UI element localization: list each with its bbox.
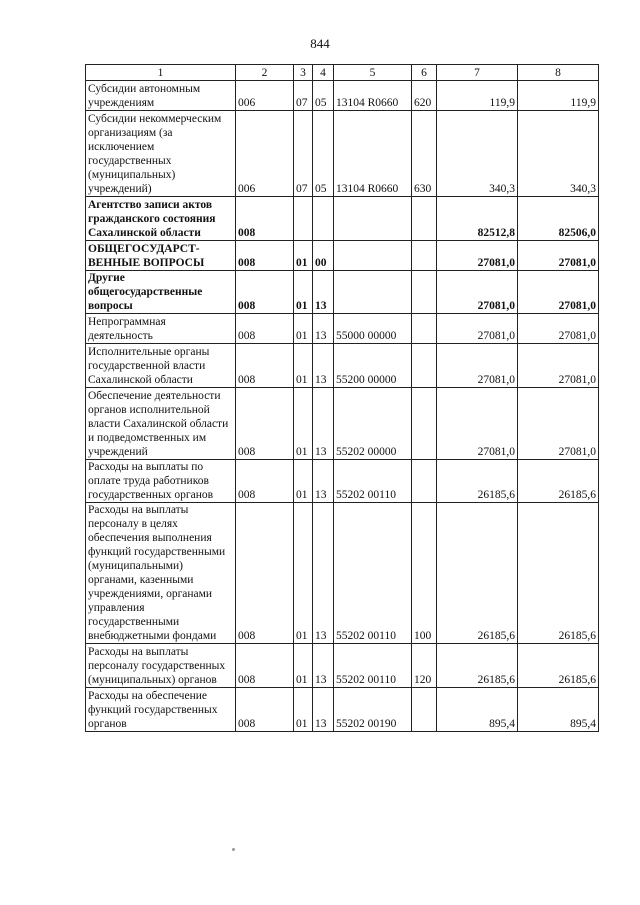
row-ministry-code: 006 — [236, 111, 294, 197]
table-row — [86, 271, 599, 314]
row-name: Непрограммная деятельность — [86, 314, 236, 344]
row-ministry-code: 008 — [236, 197, 294, 241]
row-amount-1: 27081,0 — [437, 388, 518, 460]
row-amount-2: 27081,0 — [518, 344, 599, 388]
row-section-code: 01 — [294, 344, 313, 388]
row-section-code: 07 — [294, 111, 313, 197]
row-amount-2: 27081,0 — [518, 241, 599, 271]
table-row — [86, 344, 599, 388]
column-header: 8 — [518, 65, 599, 81]
row-amount-2: 26185,6 — [518, 503, 599, 644]
row-subsection-code — [313, 197, 334, 241]
table-row — [86, 388, 599, 460]
row-section-code: 01 — [294, 503, 313, 644]
row-name: Обеспечение деятельности органов исполнительной власти Сахалинской области и подведомственных им учреждений — [86, 388, 236, 460]
row-subsection-code: 05 — [313, 111, 334, 197]
row-ministry-code: 008 — [236, 314, 294, 344]
row-section-code — [294, 197, 313, 241]
row-subsection-code: 13 — [313, 271, 334, 314]
row-amount-2: 26185,6 — [518, 460, 599, 503]
row-section-code: 01 — [294, 314, 313, 344]
row-amount-2: 27081,0 — [518, 314, 599, 344]
row-expense-type: 620 — [412, 81, 437, 111]
row-section-code: 01 — [294, 388, 313, 460]
row-subsection-code: 13 — [313, 644, 334, 688]
row-target-code — [334, 241, 412, 271]
row-amount-1: 27081,0 — [437, 314, 518, 344]
row-amount-2: 340,3 — [518, 111, 599, 197]
table-row — [86, 503, 599, 644]
row-section-code: 01 — [294, 241, 313, 271]
row-subsection-code: 13 — [313, 314, 334, 344]
row-name: Расходы на выплаты персоналу в целях обеспечения выполнения функций государственными (муниципальными) органами, казенными учреждениями, органами управления государственными внебюджетными фондами — [86, 503, 236, 644]
row-ministry-code: 006 — [236, 81, 294, 111]
row-expense-type — [412, 344, 437, 388]
column-header: 3 — [294, 65, 313, 81]
row-ministry-code: 008 — [236, 388, 294, 460]
row-target-code: 55202 00190 — [334, 688, 412, 732]
row-name: Другие общегосударственные вопросы — [86, 271, 236, 314]
table-row — [86, 197, 599, 241]
row-amount-1: 82512,8 — [437, 197, 518, 241]
row-expense-type — [412, 460, 437, 503]
column-header: 1 — [86, 65, 236, 81]
row-ministry-code: 008 — [236, 460, 294, 503]
row-amount-2: 82506,0 — [518, 197, 599, 241]
column-header: 7 — [437, 65, 518, 81]
row-name: Расходы на выплаты по оплате труда работников государственных органов — [86, 460, 236, 503]
row-ministry-code: 008 — [236, 688, 294, 732]
row-expense-type — [412, 197, 437, 241]
row-expense-type: 100 — [412, 503, 437, 644]
table-row — [86, 460, 599, 503]
row-name: Субсидии некоммерческим организациям (за исключением государственных (муниципальных) учреждений) — [86, 111, 236, 197]
row-name: Расходы на обеспечение функций государственных органов — [86, 688, 236, 732]
row-amount-1: 26185,6 — [437, 644, 518, 688]
row-amount-2: 119,9 — [518, 81, 599, 111]
row-name: Агентство записи актов гражданского состояния Сахалинской области — [86, 197, 236, 241]
row-expense-type — [412, 688, 437, 732]
row-target-code: 55202 00110 — [334, 503, 412, 644]
row-amount-1: 27081,0 — [437, 271, 518, 314]
table-row — [86, 241, 599, 271]
row-ministry-code: 008 — [236, 644, 294, 688]
row-subsection-code: 13 — [313, 344, 334, 388]
row-amount-2: 27081,0 — [518, 271, 599, 314]
row-expense-type: 120 — [412, 644, 437, 688]
row-amount-1: 26185,6 — [437, 460, 518, 503]
table-row — [86, 111, 599, 197]
row-target-code: 55202 00110 — [334, 460, 412, 503]
stray-mark — [232, 848, 235, 851]
row-ministry-code: 008 — [236, 503, 294, 644]
row-section-code: 01 — [294, 688, 313, 732]
column-header: 6 — [412, 65, 437, 81]
row-target-code — [334, 197, 412, 241]
row-ministry-code: 008 — [236, 271, 294, 314]
row-subsection-code: 05 — [313, 81, 334, 111]
table-row — [86, 314, 599, 344]
row-amount-1: 895,4 — [437, 688, 518, 732]
row-section-code: 01 — [294, 271, 313, 314]
row-amount-1: 119,9 — [437, 81, 518, 111]
row-target-code: 13104 R0660 — [334, 81, 412, 111]
row-target-code — [334, 271, 412, 314]
budget-table — [85, 64, 599, 732]
row-name: ОБЩЕГОСУДАРСТ-ВЕННЫЕ ВОПРОСЫ — [86, 241, 236, 271]
row-subsection-code: 13 — [313, 460, 334, 503]
row-name: Субсидии автономным учреждениям — [86, 81, 236, 111]
row-name: Исполнительные органы государственной власти Сахалинской области — [86, 344, 236, 388]
page-number: 844 — [310, 36, 330, 51]
row-section-code: 07 — [294, 81, 313, 111]
row-amount-1: 27081,0 — [437, 344, 518, 388]
row-expense-type — [412, 314, 437, 344]
row-target-code: 55202 00000 — [334, 388, 412, 460]
row-subsection-code: 00 — [313, 241, 334, 271]
row-target-code: 13104 R0660 — [334, 111, 412, 197]
row-target-code: 55200 00000 — [334, 344, 412, 388]
row-amount-2: 895,4 — [518, 688, 599, 732]
column-header: 4 — [313, 65, 334, 81]
row-target-code: 55000 00000 — [334, 314, 412, 344]
row-target-code: 55202 00110 — [334, 644, 412, 688]
row-subsection-code: 13 — [313, 503, 334, 644]
row-amount-1: 340,3 — [437, 111, 518, 197]
column-header: 5 — [334, 65, 412, 81]
row-amount-2: 27081,0 — [518, 388, 599, 460]
row-name: Расходы на выплаты персоналу государственных (муниципальных) органов — [86, 644, 236, 688]
row-section-code: 01 — [294, 460, 313, 503]
row-expense-type — [412, 241, 437, 271]
row-expense-type: 630 — [412, 111, 437, 197]
table-row — [86, 644, 599, 688]
header-row — [86, 65, 599, 81]
row-subsection-code: 13 — [313, 688, 334, 732]
row-expense-type — [412, 388, 437, 460]
table-row — [86, 688, 599, 732]
row-section-code: 01 — [294, 644, 313, 688]
row-expense-type — [412, 271, 437, 314]
row-ministry-code: 008 — [236, 241, 294, 271]
row-amount-2: 26185,6 — [518, 644, 599, 688]
row-subsection-code: 13 — [313, 388, 334, 460]
table-row — [86, 81, 599, 111]
row-amount-1: 26185,6 — [437, 503, 518, 644]
column-header: 2 — [236, 65, 294, 81]
row-ministry-code: 008 — [236, 344, 294, 388]
row-amount-1: 27081,0 — [437, 241, 518, 271]
